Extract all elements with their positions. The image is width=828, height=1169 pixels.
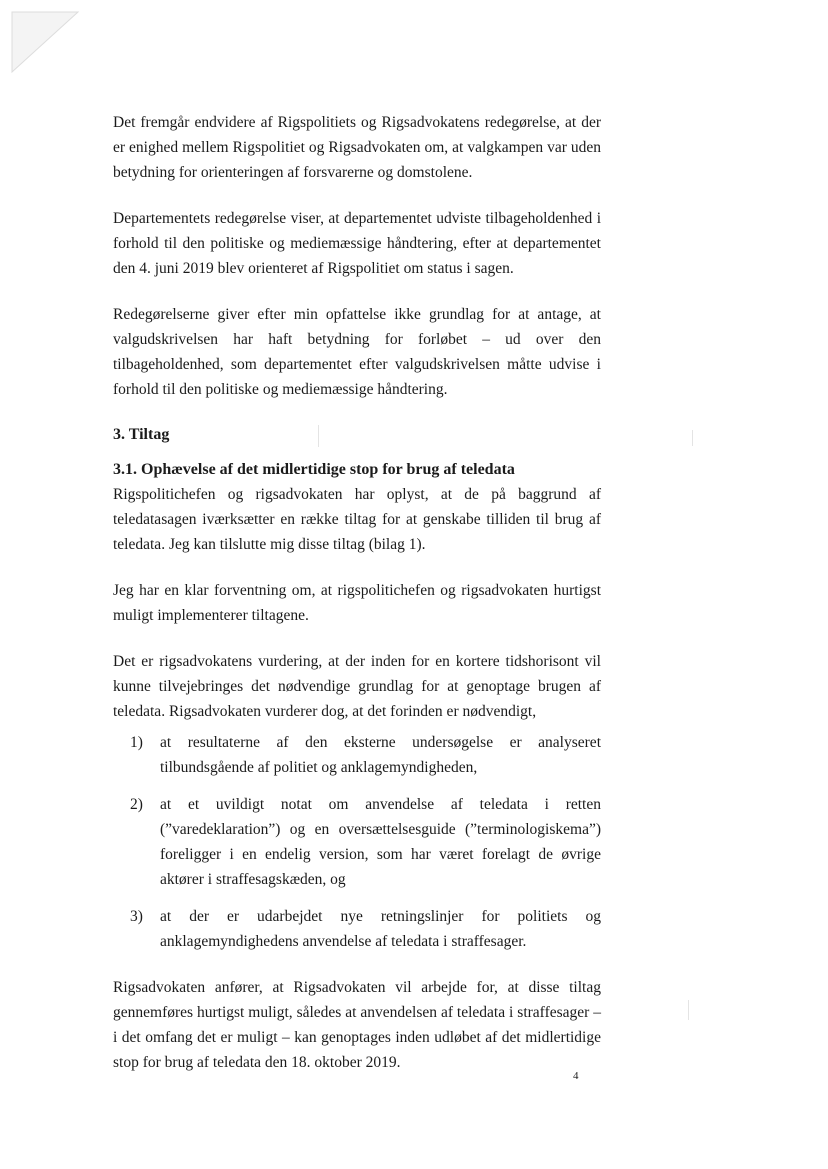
- list-item-number: 2): [130, 796, 143, 813]
- document-body: [113, 110, 601, 1075]
- list-item: [113, 730, 601, 780]
- paragraph: Jeg har en klar forventning om, at rigspolitichefen og rigsadvokaten hurtigst muligt implementerer tiltagene.: [113, 582, 601, 624]
- folded-corner-mark: [8, 8, 80, 74]
- paragraph: Redegørelserne giver efter min opfattelse ikke grundlag for at antage, at valgudskrivelsen har haft betydning for forløbet – ud over den tilbageholdenhed, som departementet efter valgudskrivelsen måtte udvise i forhold til den politiske og mediemæssige håndtering.: [113, 306, 601, 398]
- subsection-heading: 3.1. Ophævelse af det midlertidige stop for brug af teledata: [113, 461, 515, 478]
- paragraph: Det er rigsadvokatens vurdering, at der inden for en kortere tidshorisont vil kunne tilvejebringes det nødvendige grundlag for at genoptage brugen af teledata. Rigsadvokaten vurderer dog, at det forinden er nødvendigt,: [113, 653, 601, 720]
- section-heading: 3. Tiltag: [113, 426, 170, 443]
- requirements-list: [113, 730, 601, 954]
- list-item-text: at der er udarbejdet nye retningslinjer for politiets og anklagemyndighedens anvendelse af teledata i straffesager.: [160, 908, 601, 950]
- scan-artifact-line: [688, 1000, 689, 1020]
- paragraph: Departementets redegørelse viser, at departementet udviste tilbageholdenhed i forhold til den politiske og mediemæssige håndtering, efter at departementet den 4. juni 2019 blev orienteret af Rigspolitiet om status i sagen.: [113, 210, 601, 277]
- list-item: [113, 904, 601, 954]
- list-item-number: 3): [130, 908, 143, 925]
- list-item-text: at et uvildigt notat om anvendelse af teledata i retten (”varedeklaration”) og en oversættelsesguide (”terminologiskema”) foreligger i en endelig version, som har været forelagt de øvrige aktører i straffesagskæden, og: [160, 796, 601, 888]
- paragraph: Rigspolitichefen og rigsadvokaten har oplyst, at de på baggrund af teledatasagen iværksætter en række tiltag for at genskabe tilliden til brug af teledata. Jeg kan tilslutte mig disse tiltag (bilag 1).: [113, 486, 601, 553]
- list-item: [113, 792, 601, 892]
- paragraph: Rigsadvokaten anfører, at Rigsadvokaten vil arbejde for, at disse tiltag gennemføres hurtigst muligt, således at anvendelsen af teledata i straffesager – i det omfang det er muligt – kan genoptages inden udløbet af det midlertidige stop for brug af teledata den 18. oktober 2019.: [113, 979, 601, 1071]
- paragraph: Det fremgår endvidere af Rigspolitiets og Rigsadvokatens redegørelse, at der er enighed mellem Rigspolitiet og Rigsadvokaten om, at valgkampen var uden betydning for orienteringen af forsvarerne og domstolene.: [113, 114, 601, 181]
- scan-artifact-line: [692, 430, 693, 446]
- page-number: 4: [573, 1070, 579, 1082]
- list-item-text: at resultaterne af den eksterne undersøgelse er analyseret tilbundsgående af politiet og anklagemyndigheden,: [160, 734, 601, 776]
- list-item-number: 1): [130, 734, 143, 751]
